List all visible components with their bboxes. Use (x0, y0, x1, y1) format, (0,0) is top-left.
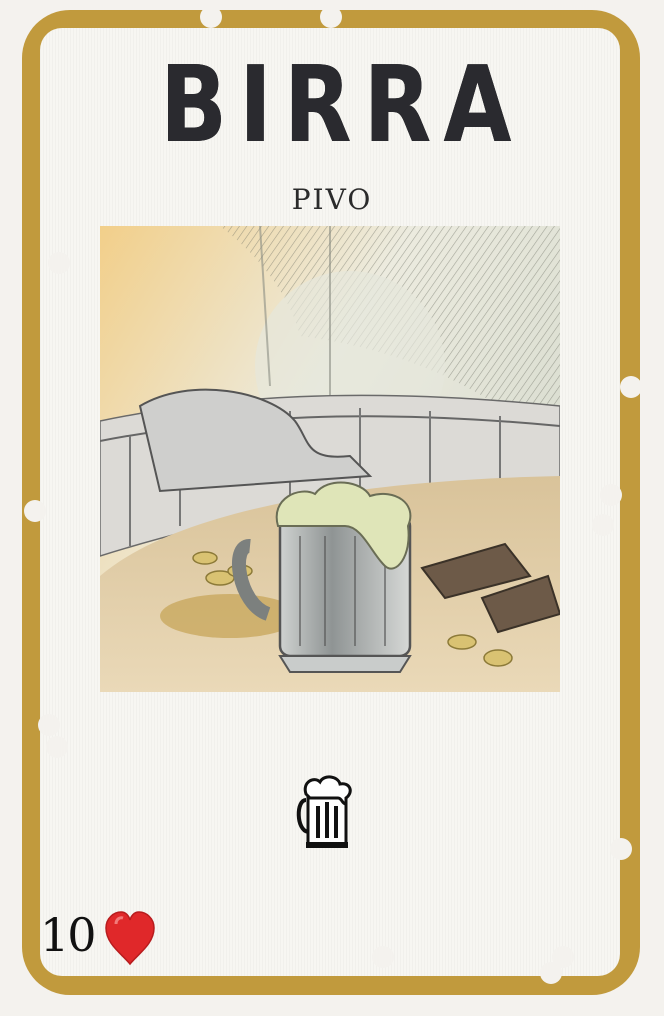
heart-icon (104, 910, 156, 966)
card-title: BIRRA (160, 42, 524, 166)
card-subtitle: PIVO (291, 183, 373, 216)
frame-dot (610, 838, 632, 860)
frame-dot (372, 946, 394, 968)
frame-dot (620, 376, 642, 398)
frame-dot (200, 6, 222, 28)
frame-dot (540, 962, 562, 984)
frame-dot (24, 500, 46, 522)
frame-dot (600, 484, 622, 506)
frame-dot (48, 252, 70, 274)
frame-dot (46, 736, 68, 758)
card-rank: 10 (40, 908, 95, 962)
beer-mug-illustration (100, 226, 560, 692)
frame-dot (320, 6, 342, 28)
frame-dot (592, 514, 614, 536)
beer-mug-icon (296, 772, 356, 850)
frame-dot (38, 714, 60, 736)
